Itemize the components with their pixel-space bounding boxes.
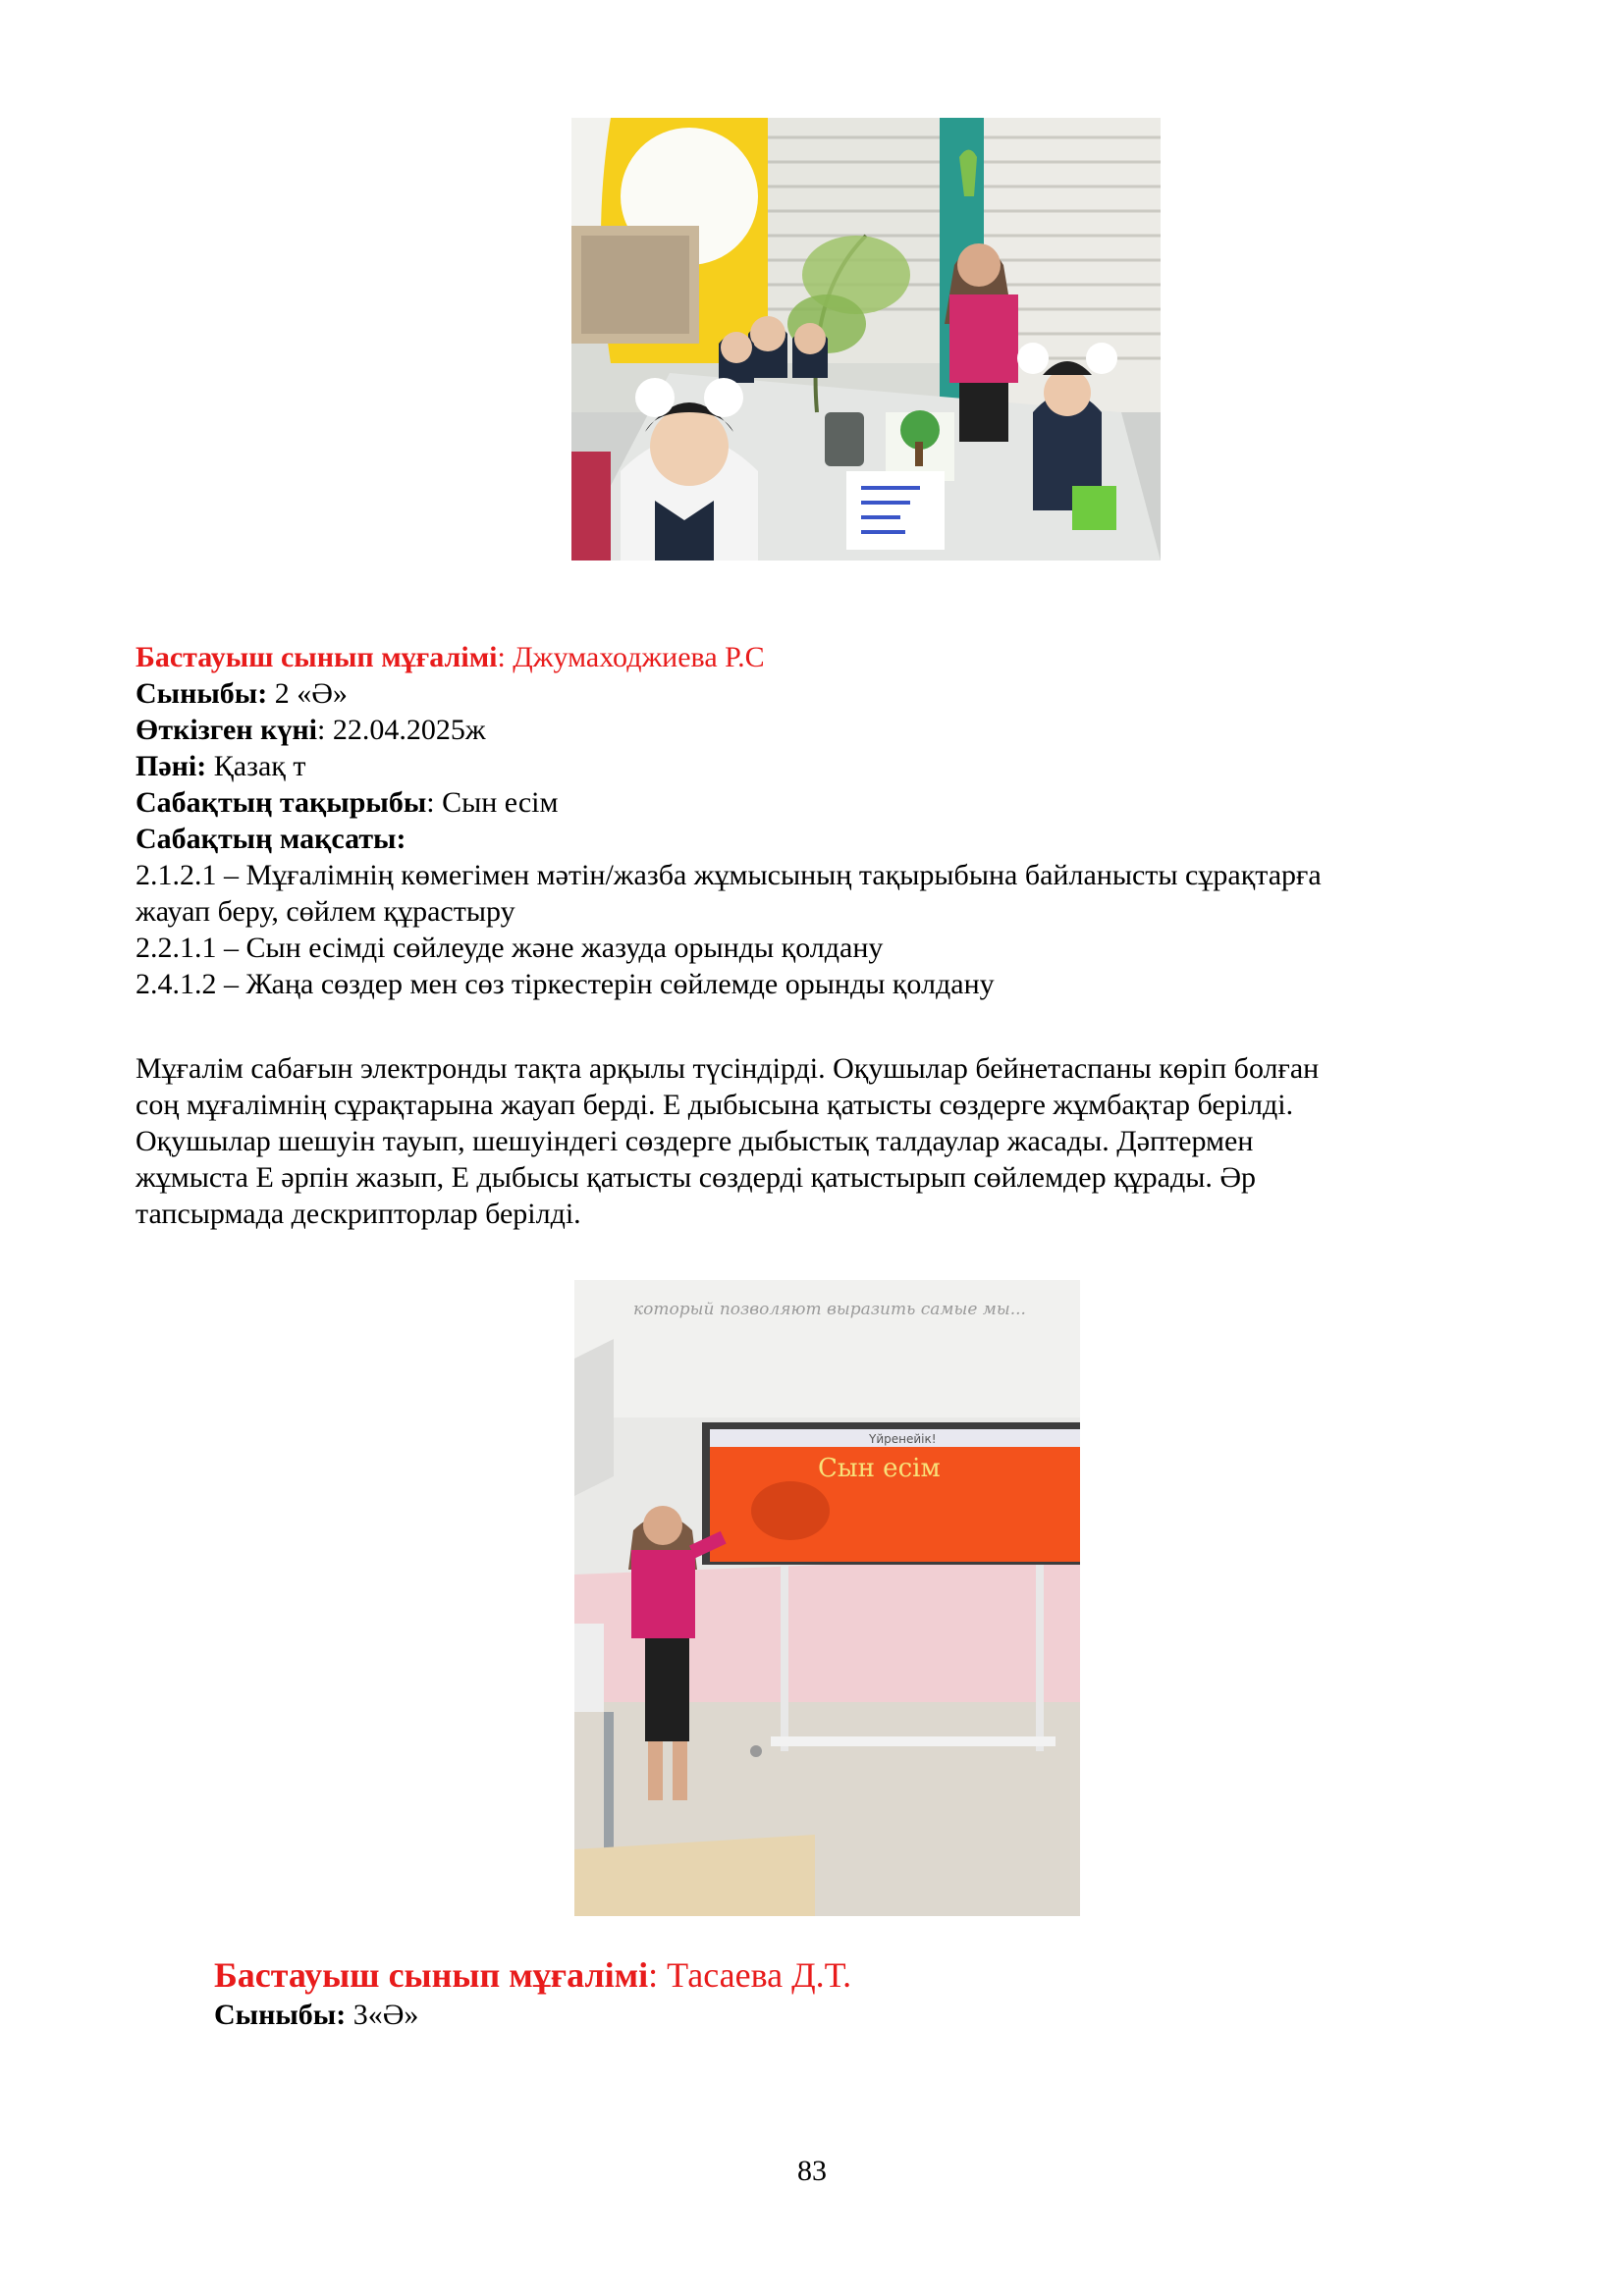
description-line: Оқушылар шешуін тауып, шешуіндегі сөздерге дыбыстық талдаулар жасады. Дәптермен — [135, 1125, 1254, 1157]
teacher-line — [214, 1953, 1569, 1997]
subject-line — [135, 748, 1490, 784]
lesson-description — [135, 1050, 1490, 1232]
board-header: Үйренейік! — [869, 1432, 937, 1446]
teacher-label: Бастауыш сынып мұғалімі — [135, 641, 498, 673]
topic-label: Сабақтың тақырыбы — [135, 786, 427, 819]
class-value: 2 «Ә» — [267, 677, 348, 710]
description-line: жұмыста Е әрпін жазып, Е дыбысы қатысты сөздерді қатыстырып сөйлемдер құрады. Әр — [135, 1161, 1257, 1194]
teacher-at-board-photo — [574, 1280, 1080, 1916]
teacher-label: Бастауыш сынып мұғалімі — [214, 1955, 649, 1995]
teacher-line — [135, 639, 1490, 675]
class-label: Сыныбы: — [214, 1999, 347, 2031]
goals-label: Сабақтың мақсаты: — [135, 823, 406, 855]
wall-text: который позволяют выразить самые мы... — [633, 1300, 1026, 1319]
topic-line — [135, 784, 1490, 821]
subject-label: Пәні: — [135, 750, 207, 782]
description-line: тапсырмада дескрипторлар берілді. — [135, 1198, 581, 1230]
description-line: соң мұғалімнің сұрақтарына жауап берді. Е дыбысына қатысты сөздерге жұмбақтар берілді. — [135, 1089, 1294, 1121]
class-value: 3«Ә» — [346, 1999, 419, 2031]
class-line — [135, 675, 1490, 712]
lesson-info-2 — [214, 1953, 1569, 2033]
goal-line: 2.4.1.2 – Жаңа сөздер мен сөз тіркестерін сөйлемде орынды қолдану — [135, 968, 995, 1000]
goal-line: 2.1.2.1 – Мұғалімнің көмегімен мәтін/жазба жұмысының тақырыбына байланысты сұрақтарға — [135, 859, 1322, 891]
date-value: : 22.04.2025ж — [316, 714, 486, 746]
lesson-info-1 — [135, 639, 1490, 1002]
date-label: Өткізген күні — [135, 714, 317, 746]
date-line — [135, 712, 1490, 748]
classroom-photo — [571, 118, 1161, 561]
subject-value: Қазақ т — [206, 750, 306, 782]
teacher-name: : Джумаходжиева Р.С — [497, 641, 765, 673]
goals-heading — [135, 821, 1490, 857]
teacher-name: : Тасаева Д.Т. — [648, 1955, 852, 1995]
topic-value: : Сын есім — [426, 786, 559, 819]
page-number: 83 — [797, 2155, 827, 2187]
board-title: Сын есім — [818, 1454, 941, 1483]
class-line — [214, 1997, 1569, 2033]
goal-line: 2.2.1.1 – Сын есімді сөйлеуде және жазуда орынды қолдану — [135, 932, 884, 964]
goal-line: жауап беру, сөйлем құрастыру — [135, 895, 515, 928]
description-line: Мұғалім сабағын электронды тақта арқылы түсіндірді. Оқушылар бейнетаспаны көріп болған — [135, 1052, 1320, 1085]
class-label: Сыныбы: — [135, 677, 268, 710]
